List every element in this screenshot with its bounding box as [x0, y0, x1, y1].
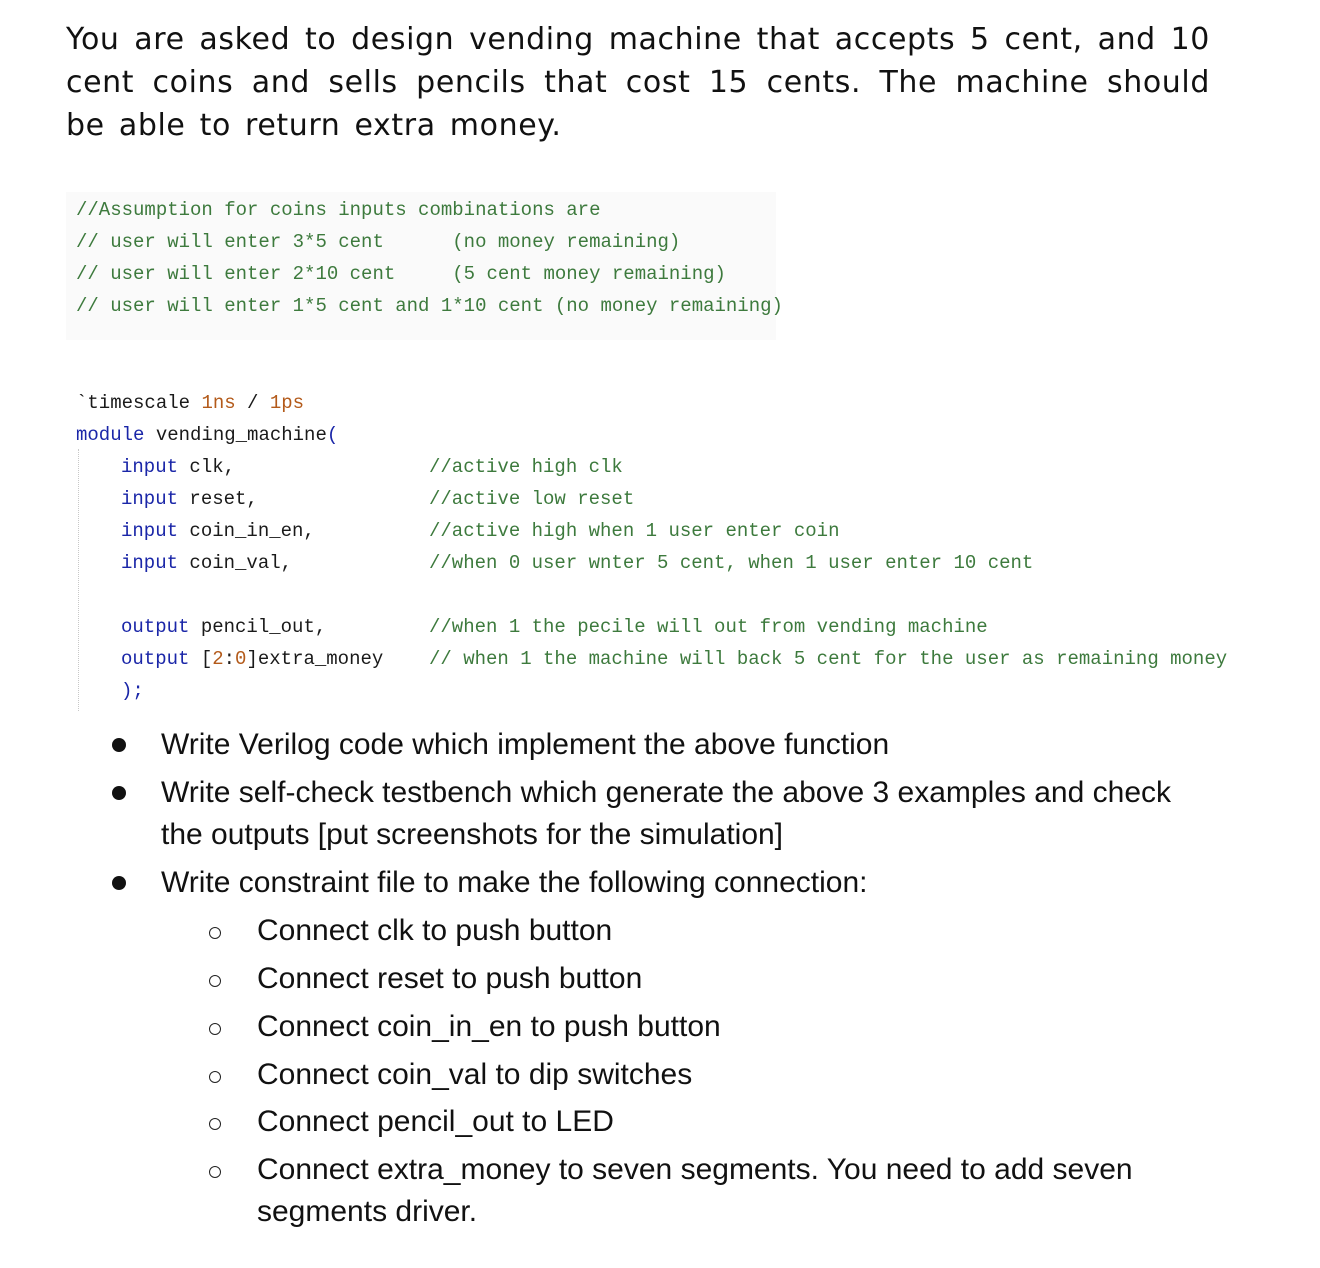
subtask-item-extra-money: Connect extra_money to seven segments. You need to add seven segments driver.	[257, 1153, 1133, 1228]
circle-bullet-icon	[209, 975, 221, 987]
port-keyword: input	[121, 552, 179, 574]
range-open-bracket: [	[189, 648, 213, 670]
module-declaration-line	[76, 419, 338, 451]
timescale-unit: 1ns	[201, 392, 236, 414]
module-open-paren: (	[326, 424, 339, 446]
port-line-clk	[121, 451, 235, 483]
circle-bullet-icon	[209, 927, 221, 939]
timescale-separator: /	[235, 392, 270, 414]
port-name: extra_money	[257, 648, 384, 670]
assumptions-code-block	[66, 192, 783, 340]
module-keyword: module	[76, 424, 145, 446]
timescale-line	[76, 387, 304, 419]
subtask-item-clk: Connect clk to push button	[257, 914, 613, 947]
port-keyword: input	[121, 456, 179, 478]
port-keyword: output	[121, 648, 190, 670]
problem-statement: You are asked to design vending machine that accepts 5 cent, and 10 cent coins and sells pencils that cost 15 cents. The machine should be able to return extra money.	[66, 22, 1210, 143]
bullet-icon	[112, 786, 126, 800]
module-close-paren: );	[121, 680, 144, 702]
port-line-extra-money	[121, 643, 383, 675]
assumption-comment-2: // user will enter 3*5 cent (no money remaining)	[76, 231, 681, 253]
port-keyword: input	[121, 520, 179, 542]
assumption-comment-3: // user will enter 2*10 cent (5 cent money remaining)	[76, 263, 726, 285]
assumption-comment-1: //Assumption for coins inputs combinations are	[76, 199, 601, 221]
port-keyword: input	[121, 488, 179, 510]
task-item-verilog-code: Write Verilog code which implement the above function	[161, 728, 890, 761]
timescale-precision: 1ps	[269, 392, 305, 414]
port-name: clk,	[178, 456, 236, 478]
port-line-coin-in-en	[121, 515, 315, 547]
port-name: coin_in_en,	[178, 520, 315, 542]
port-keyword: output	[121, 616, 190, 638]
port-line-pencil-out	[121, 611, 326, 643]
circle-bullet-icon	[209, 1023, 221, 1035]
task-item-constraint-file: Write constraint file to make the following connection:	[161, 866, 868, 899]
assumption-comment-4: // user will enter 1*5 cent and 1*10 cent (no money remaining)	[76, 295, 783, 317]
subtask-item-coin-val: Connect coin_val to dip switches	[257, 1058, 693, 1091]
port-line-reset	[121, 483, 258, 515]
range-colon: :	[223, 648, 236, 670]
port-comment-reset: //active low reset	[429, 488, 635, 510]
port-name: pencil_out,	[189, 616, 327, 638]
circle-bullet-icon	[209, 1166, 221, 1178]
indent-guide	[78, 449, 79, 711]
subtask-item-pencil-out: Connect pencil_out to LED	[257, 1105, 614, 1138]
port-comment-clk: //active high clk	[429, 456, 623, 478]
range-low: 0	[235, 648, 247, 670]
subtask-item-reset: Connect reset to push button	[257, 962, 643, 995]
subtask-item-coin-in-en: Connect coin_in_en to push button	[257, 1010, 721, 1043]
task-list	[0, 724, 1320, 1244]
port-name: reset,	[178, 488, 258, 510]
port-comment-pencil-out: //when 1 the pecile will out from vending machine	[429, 616, 988, 638]
port-line-coin-val	[121, 547, 292, 579]
task-item-testbench: Write self-check testbench which generate the above 3 examples and check the outputs [put screenshots for the simulation]	[161, 776, 1172, 851]
circle-bullet-icon	[209, 1071, 221, 1083]
module-name: vending_machine	[144, 424, 327, 446]
range-close-bracket: ]	[246, 648, 258, 670]
port-comment-coin-in-en: //active high when 1 user enter coin	[429, 520, 840, 542]
circle-bullet-icon	[209, 1118, 221, 1130]
port-comment-extra-money: // when 1 the machine will back 5 cent for the user as remaining money	[429, 648, 1228, 670]
port-name: coin_val,	[178, 552, 293, 574]
timescale-keyword: `timescale	[76, 392, 191, 414]
port-comment-coin-val: //when 0 user wnter 5 cent, when 1 user enter 10 cent	[429, 552, 1034, 574]
verilog-module-code-block	[66, 385, 1228, 715]
bullet-icon	[112, 876, 126, 890]
range-high: 2	[212, 648, 224, 670]
bullet-icon	[112, 738, 126, 752]
